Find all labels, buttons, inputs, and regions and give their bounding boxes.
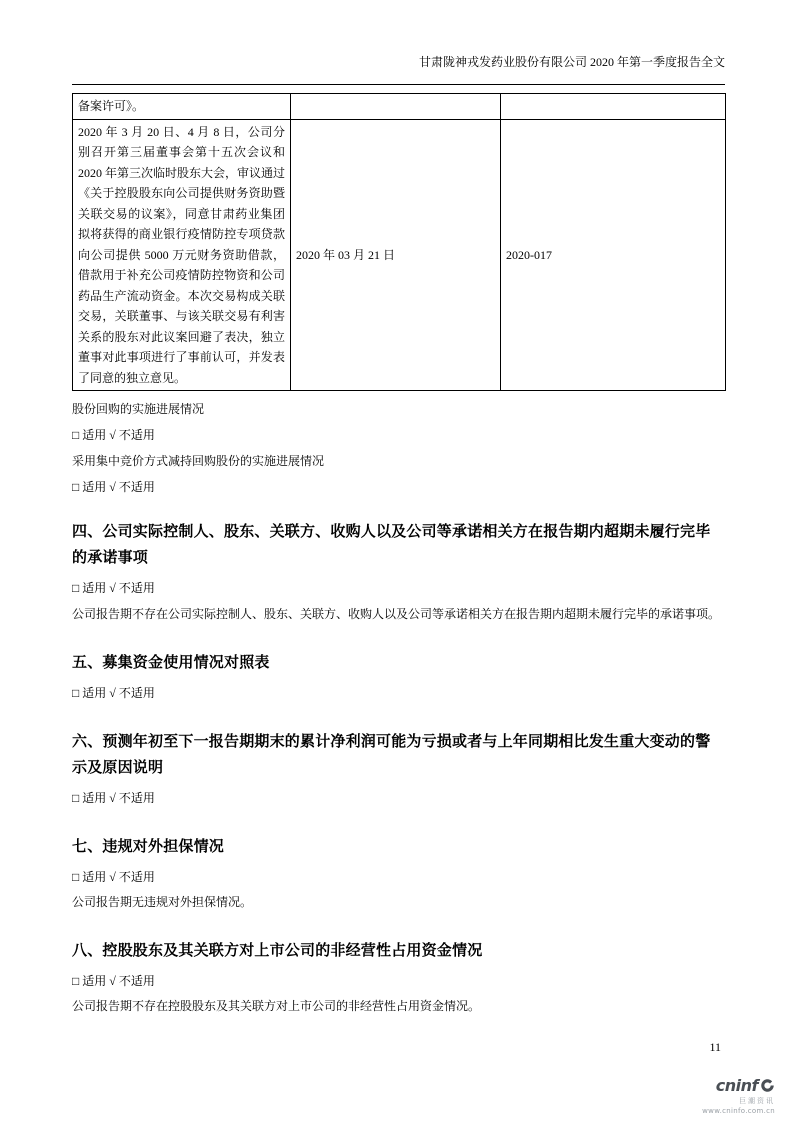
applicable-line-section7: □ 适用 √ 不适用 [72,870,155,884]
cninfo-logo-text: cninf [715,1076,758,1095]
table-row-transaction [73,119,726,391]
cell-prev-text: 备案许可》。 [73,94,291,120]
cninfo-logo [702,1076,775,1115]
section-4-heading: 四、公司实际控制人、股东、关联方、收购人以及公司等承诺相关方在报告期内超期未履行完毕的承诺事项 [72,522,711,566]
report-title: 甘肃陇神戎发药业股份有限公司 2020 年第一季度报告全文 [418,55,725,69]
cninfo-logo-chinese-name: 巨潮资讯 [739,1097,775,1105]
section-5-heading: 五、募集资金使用情况对照表 [72,653,270,671]
applicable-line-buyback: □ 适用 √ 不适用 [72,428,155,442]
table-row-continuation [73,94,726,120]
applicable-line-section4: □ 适用 √ 不适用 [72,581,155,595]
cell-disclosure-date: 2020 年 03 月 21 日 [291,119,501,391]
page-number: 11 [709,1040,721,1054]
cell-transaction-detail: 2020 年 3 月 20 日、4 月 8 日，公司分别召开第三届董事会第十五次会议和 2020 年第三次临时股东大会，审议通过《关于控股股东向公司提供财务资助暨关联交易的议案》，同意甘肃药业集团拟将获得的商业银行疫情防控专项贷款向公司提供 5000 万元财务资助借款，借款用于补充公司疫情防控物资和公司药品生产流动资金。本次交易构成关联交易，关联董事、与该关联交易有利害关系的股东对此议案回避了表决，独立董事对此事项进行了事前认可，并发表了同意的独立意见。 [73,119,291,391]
section-7-heading: 七、违规对外担保情况 [72,837,225,855]
section-8-heading: 八、控股股东及其关联方对上市公司的非经营性占用资金情况 [72,941,483,959]
applicable-line-section5: □ 适用 √ 不适用 [72,686,155,700]
section-4-body: 公司报告期不存在公司实际控制人、股东、关联方、收购人以及公司等承诺相关方在报告期内超期未履行完毕的承诺事项。 [72,607,721,621]
applicable-line-section6: □ 适用 √ 不适用 [72,791,155,805]
applicable-line-reduce: □ 适用 √ 不适用 [72,480,155,494]
cninfo-swirl-icon [760,1078,775,1093]
page-header [72,0,725,70]
section-7-body: 公司报告期无违规对外担保情况。 [72,895,253,909]
cninfo-logo-wordmark [702,1076,775,1095]
section-8-body: 公司报告期不存在控股股东及其关联方对上市公司的非经营性占用资金情况。 [72,999,481,1013]
related-transaction-table [72,93,726,391]
buyback-reduce-label: 采用集中竞价方式减持回购股份的实施进展情况 [72,454,325,468]
section-6-heading: 六、预测年初至下一报告期期末的累计净利润可能为亏损或者与上年同期相比发生重大变动的警示及原因说明 [72,732,711,776]
cell-empty-ref [501,94,726,120]
header-divider [72,84,725,85]
cell-empty-date [291,94,501,120]
cell-announcement-number: 2020-017 [501,119,726,391]
page-content [72,0,725,1015]
applicable-line-section8: □ 适用 √ 不适用 [72,974,155,988]
buyback-progress-label: 股份回购的实施进展情况 [72,402,205,416]
cninfo-logo-url: www.cninfo.com.cn [702,1107,775,1115]
